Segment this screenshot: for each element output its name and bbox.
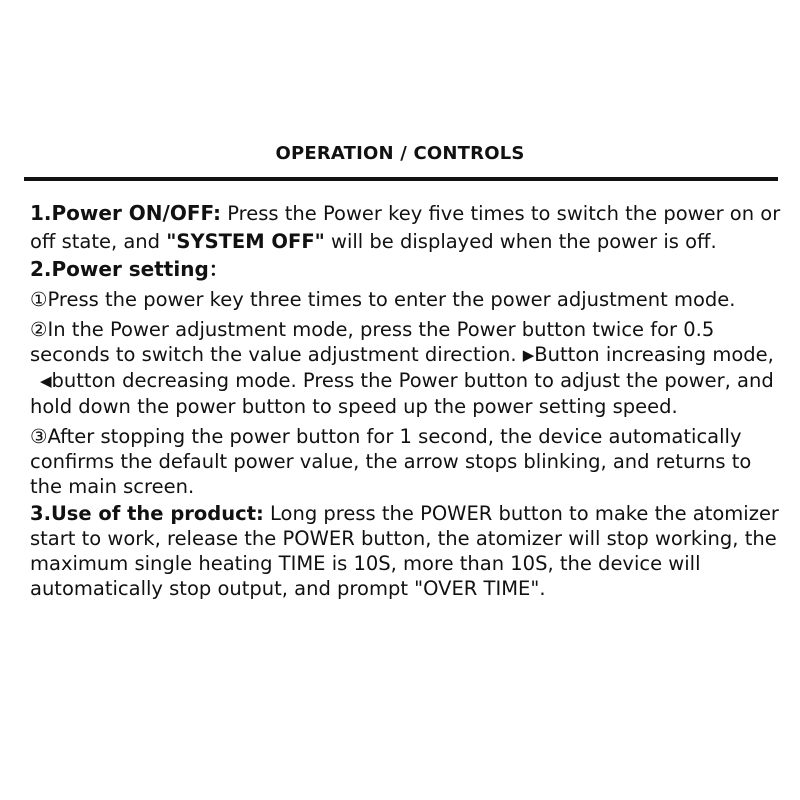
power-setting-step-1 (30, 287, 785, 312)
section-1-heading: 1.Power ON/OFF: (30, 201, 222, 225)
step-2-text-c: button decreasing mode. Press the Power button to adjust the power, and hold down the power button to speed up the power setting speed. (30, 369, 774, 418)
step-3-text: After stopping the power button for 1 second, the device automatically confirms the default power value, the arrow stops blinking, and returns to the main screen. (30, 425, 752, 498)
section-3-text: Long press the POWER button to make the atomizer start to work, release the POWER button, the atomizer will stop working, the maximum single heating TIME is 10S, more than 10S, the device will automatically stop output, and prompt "OVER TIME". (30, 502, 779, 600)
step-1-text: Press the power key three times to enter the power adjustment mode. (47, 288, 736, 311)
section-use-of-product (30, 501, 785, 601)
section-3-heading: 3.Use of the product: (30, 502, 264, 525)
step-2-number: ② (30, 318, 48, 341)
step-1-number: ① (30, 288, 48, 311)
step-2-text-a: In the Power adjustment mode, press the Power button twice for 0.5 seconds to switch the value adjustment direction. (30, 318, 715, 366)
triangle-right-icon: ▶ (522, 346, 535, 364)
section-1-text-a: Press the Power key five times to switch the power on or off state, and (30, 202, 781, 253)
step-3-number: ③ (30, 425, 48, 448)
page-title: OPERATION / CONTROLS (275, 143, 525, 164)
triangle-left-icon: ◀ (40, 372, 52, 390)
title-divider (24, 177, 778, 181)
power-setting-step-2 (30, 317, 785, 419)
section-power-on-off (30, 200, 785, 255)
instructions-body (30, 200, 785, 601)
section-1-text-b: will be displayed when the power is off. (324, 229, 717, 253)
power-setting-step-3 (30, 424, 785, 499)
system-off-label: "SYSTEM OFF" (166, 229, 325, 253)
section-2-heading: 2.Power setting： (30, 257, 229, 281)
step-2-text-b: Button increasing mode, (534, 343, 774, 366)
